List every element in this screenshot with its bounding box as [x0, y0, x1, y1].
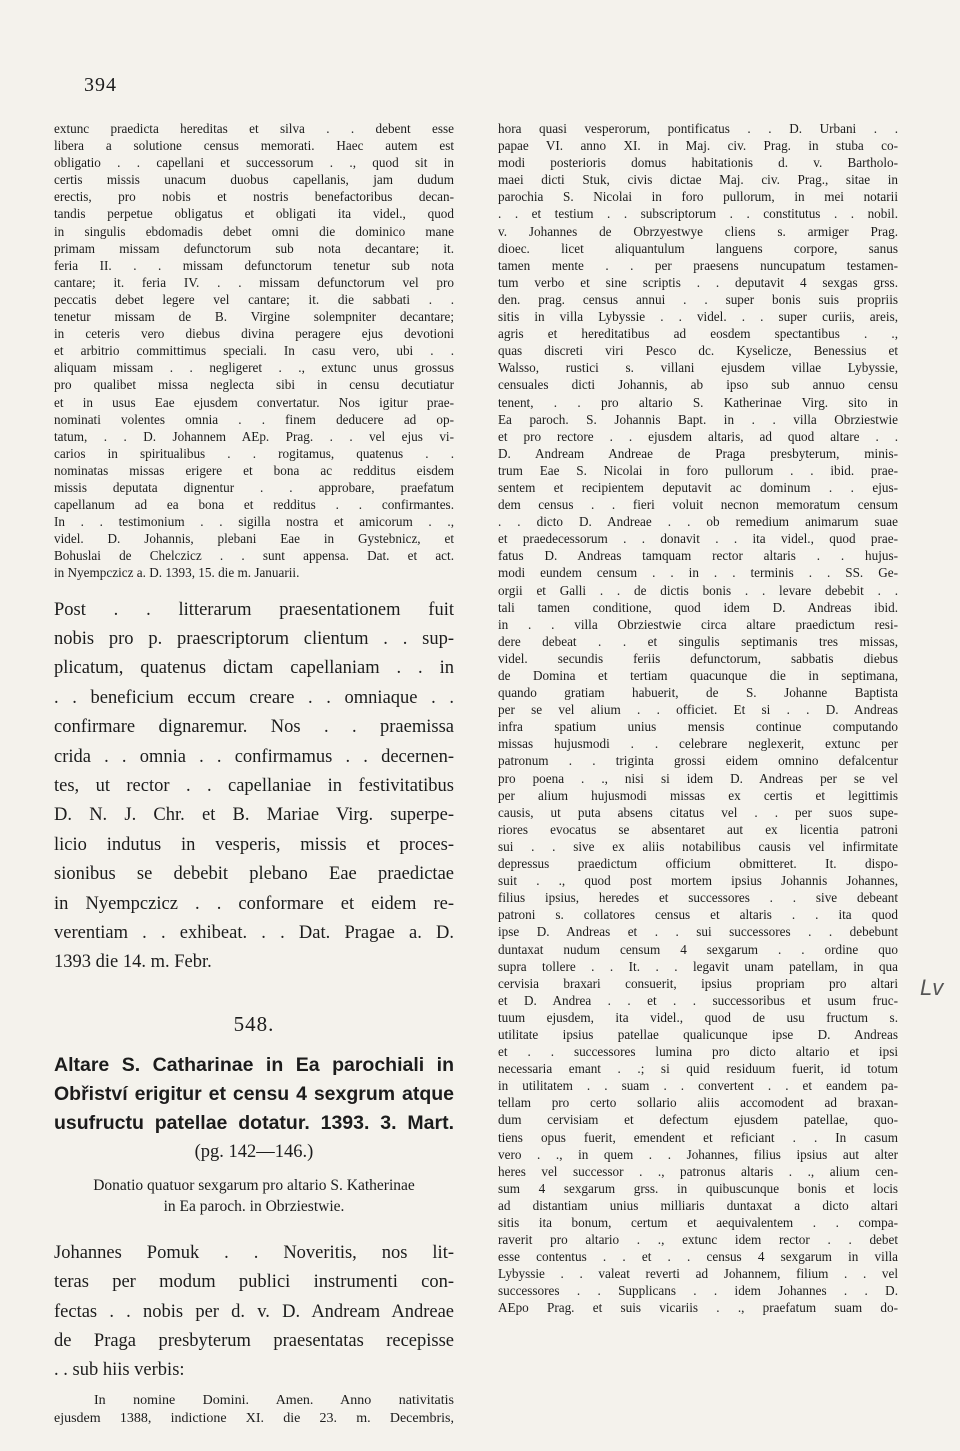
text-line: per se vel alium . . officiet. Et si . . D. Andreas [498, 702, 898, 718]
text-line: heres vel successor . ., patronus altaris . ., alium cen- [498, 1163, 898, 1179]
text-line: successores . . Supplicans . . idem Johannes . . D. [498, 1283, 898, 1299]
heading-line: Obřiství erigitur et censu 4 sexgrum atque [54, 1082, 454, 1105]
text-line: erectis, pro nobis et nostris benefactoribus decan- [54, 189, 454, 205]
text-line: AEpo Prag. et suis vicariis . ., praefatum suam do- [498, 1300, 898, 1316]
text-line: sui . . sive ex aliis notabilibus causis vel infirmitate [498, 838, 898, 854]
text-line: Lybyssie . . valeat reverti ad Johannem, filium . . vel [498, 1266, 898, 1282]
text-line: Post . . litterarum praesentationem fuit [54, 599, 454, 620]
text-line: . . beneficium eccum creare . . omniaque . . [54, 687, 454, 708]
text-line: . . dicto D. Andreae . . ob remedium animarum suae [498, 514, 898, 530]
text-line: D. N. J. Chr. et B. Mariae Virg. superpe- [54, 805, 454, 826]
heading-line: Altare S. Catharinae in Ea parochiali in [54, 1053, 454, 1076]
text-line: sum 4 sexgarum grss. in quibuscunque bonis et locis [498, 1180, 898, 1196]
document-number: 548. [233, 1011, 275, 1036]
summary-line: Donatio quatuor sexgarum pro altario S. Katherinae [93, 1176, 415, 1194]
text-line: teras per modum publici instrumenti con- [54, 1272, 454, 1293]
text-line: obligatio . . capellani et successorum . ., quod sit in [54, 155, 454, 171]
margin-note: Lv [920, 975, 944, 1000]
text-line: missis deputata dignentur . . approbare, praefatum [54, 479, 454, 495]
text-line: In nomine Domini. Amen. Anno nativitatis [94, 1392, 454, 1408]
text-line: et pro rectore . . ejusdem altaris, ad quod altare . . [498, 428, 898, 444]
text-line: missas hujusmodi . . celebrare neglexerit, extunc per [498, 736, 898, 752]
text-line: carios in spiritualibus . . rogitamus, quatenus . . [54, 445, 454, 461]
right-column-text [498, 120, 898, 1317]
text-line: et . . successores lumina pro dicto altario et ipsi [498, 1044, 898, 1060]
left-column [54, 120, 454, 1428]
page-number: 394 [84, 74, 117, 96]
text-line: infra spatium unius mensis continue computando [498, 719, 898, 735]
text-line: in Nyempczicz . . conformare et eidem re- [54, 893, 454, 914]
text-line: quas discreti viri Pesco dc. Kyselicze, Benessius et [498, 343, 898, 359]
text-line: in singulis ebdomadis debet omni die dominico mane [54, 223, 454, 239]
text-line: 1393 die 14. m. Febr. [54, 952, 212, 973]
text-line: tandis perpetue obligatus et obligati ita videl., quod [54, 206, 454, 222]
text-line: nominatas missas erigere et bona ac redditus eisdem [54, 462, 454, 478]
text-line: modi posterioris domus habitationis d. v. Bartholo- [498, 155, 898, 171]
text-line: certis missis unacum duobus capellanis, jam dudum [54, 172, 454, 188]
text-line: pro poena . ., nisi si idem D. Andreas per se vel [498, 770, 898, 786]
text-line: tenetur missam de B. Virgine solempniter decantare; [54, 309, 454, 325]
text-line: nobis pro p. praescriptorum clientum . . sup- [54, 628, 454, 649]
text-line: utilitate ipsius patellae qualicunque ipse D. Andreas [498, 1026, 898, 1042]
text-line: necessaria emant . .; si quid residuum fuerit, id totum [498, 1061, 898, 1077]
text-line: in utilitatem . . suam . . convertent . . et eandem pa- [498, 1078, 898, 1094]
text-line: tenent, . . pro altario S. Katherinae Virg. sito in [498, 394, 898, 410]
text-line: v. Johannes de Obrzyestwye cliens s. armiger Prag. [498, 223, 898, 239]
text-line: den. prag. census annui . . super bonis suis propriis [498, 291, 898, 307]
text-line: . . sub hiis verbis: [54, 1360, 185, 1381]
text-line: modi eundem censum . . in . . terminis . . SS. Ge- [498, 565, 898, 581]
text-line: primam missam defunctorum sub nota decantare; it. [54, 240, 454, 256]
text-line: agris et hereditatibus ad eosdem spectantibus . ., [498, 326, 898, 342]
text-line: de Domina et tertiam quacunque die in septimana, [498, 668, 898, 683]
text-line: per alium hujusmodi missas ex certis et legittimis [498, 787, 898, 803]
text-line: quando gratiam habuerit, de S. Johanne Baptista [498, 685, 898, 701]
text-line: et in usus Eae ejusdem convertatur. Nos igitur prae- [54, 394, 454, 410]
text-line: tum verbo et sine scriptis . . deputavit 4 sexgas grss. [498, 274, 898, 290]
text-line: causis, ut puta absens citatus vel . . per suos supe- [498, 804, 898, 820]
text-line: . . et testium . . subscriptorum . . constitutus . . nobil. [498, 206, 898, 222]
text-line: crida . . omnia . . confirmamus . . decernen- [54, 746, 454, 767]
text-line: ejusdem 1388, indictione XI. die 23. m. Decembris, [54, 1410, 454, 1426]
text-line: videl. secundis feriis defunctorum, sabbatis diebus [498, 650, 898, 666]
text-line: in . . villa Obrziestwie circa altare praedictum resi- [498, 616, 898, 632]
text-line: pro qualibet missa neglecta sibi in censu decutiatur [54, 377, 454, 393]
text-line: trum Eae S. Nicolai in foro pullorum . . ibid. prae- [498, 462, 898, 478]
text-line: confirmare dignaremur. Nos . . praemissa [54, 717, 454, 738]
text-line: peccatis debet legere vel cantare; it. die sabbati . . [54, 291, 454, 307]
text-line: sentem et recipientem deputavit ac dominum . . ejus- [498, 479, 898, 495]
document-heading [54, 1051, 454, 1138]
text-line: supra tollere . . It. . . legavit unam patellam, in qua [498, 958, 898, 974]
text-line: vero . ., in quem . . Johannes, filius ipsius aut alter [498, 1146, 898, 1162]
paragraph-3 [54, 1239, 454, 1386]
text-line: tiens opus fuerit, emendent et reficiant . . In casum [498, 1129, 898, 1145]
text-line: verentiam . . exhibeat. . . Dat. Pragae a. D. [54, 923, 454, 943]
summary-line: in Ea paroch. in Obrziestwie. [163, 1197, 345, 1215]
text-line: filius ipsius, heredes et successores . . sive debeant [498, 890, 898, 906]
paragraph-1 [54, 120, 454, 582]
text-line: in ceteris vero diebus divina peragere ejus devotioni [54, 326, 454, 342]
text-line: orgii et Galli . . de dictis bonis . . levare debebit . . [498, 582, 898, 598]
text-line: maei dicti Stuk, civis dictae Maj. civ. Prag., sitae in [498, 172, 898, 188]
document-summary [54, 1175, 454, 1217]
text-line: et D. Andrea . . et . . successoribus et usum fruc- [498, 992, 898, 1008]
text-line: extunc praedicta hereditas et silva . . debent esse [54, 121, 454, 136]
text-line: patronum . . triginta grossi eidem omnino defalcentur [498, 753, 898, 769]
text-line: tuum ejusdem, ita videl., quod de usu fructum s. [498, 1009, 898, 1025]
text-line: raverit pro altario . ., extunc idem rector . . debet [498, 1232, 898, 1248]
text-line: et arbitrio committimus speciali. In casu vero, ubi . . [54, 343, 454, 359]
text-line: ad distantiam unius milliaris duntaxat a dicto altari [498, 1197, 898, 1213]
text-line: de Praga presbyterum praesentatas recepisse [54, 1331, 454, 1352]
heading-line: usufructu patellae dotatur. 1393. 3. Mart. [54, 1111, 454, 1134]
text-line: tellam pro certo sollario aliis accomodent ad braxan- [498, 1095, 898, 1111]
text-line: aliquam missam . . negligeret . ., extunc unus grossus [54, 360, 454, 376]
text-line: cantare; it. feria IV. . . missam defunctorum vel pro [54, 274, 454, 290]
text-line: in Nyempczicz a. D. 1393, 15. die m. Januarii. [54, 565, 300, 581]
text-line: suit . ., quod post mortem ipsius Johannis Johannes, [498, 873, 898, 889]
heading-reference: (pg. 142—146.) [194, 1141, 314, 1162]
text-line: riores evocatus se absentaret aut ex licentia patroni [498, 821, 898, 837]
text-line: In . . testimonium . . sigilla nostra et amicorum . ., [54, 514, 454, 530]
text-line: sionibus se debebit plebano Eae praedictae [54, 864, 454, 885]
text-line: fatus D. Andreas tamquam rector altaris . . hujus- [498, 548, 898, 564]
text-line: papae VI. anno XI. in Maj. civ. Prag. in stuba co- [498, 138, 898, 154]
text-line: patroni s. collatores census et altaris . . ita quod [498, 907, 898, 923]
text-line: Bohuslai de Chelczicz . . sunt appensa. Dat. et act. [54, 548, 454, 564]
text-line: libera a solutione census memorati. Haec autem est [54, 138, 454, 154]
text-line: sitis ita bonum, certum et aequivalentem . . compa- [498, 1215, 898, 1230]
text-line: fectas . . nobis per d. v. D. Andream Andreae [54, 1301, 454, 1322]
text-line: capellanum ad ea bona et redditus . . confirmantes. [54, 497, 454, 513]
text-line: Johannes Pomuk . . Noveritis, nos lit- [54, 1242, 454, 1263]
text-line: hora quasi vesperorum, pontificatus . . D. Urbani . . [498, 121, 898, 136]
text-line: feria II. . . missam defunctorum tenetur sub nota [54, 257, 454, 273]
text-line: videl. D. Johannis, plebani Eae in Gystebnicz, et [54, 531, 454, 547]
text-line: duntaxat nudum censum 4 sexgarum . . ordine quo [498, 941, 898, 957]
text-line: plicatum, quatenus dictam capellaniam . . in [54, 658, 454, 679]
text-line: sitis in villa Lybyssie . . videl. . . super curiis, areis, [498, 309, 898, 325]
paragraph-4 [54, 1392, 454, 1428]
text-line: tes, ut rector . . capellaniae in festivitatibus [54, 775, 454, 796]
text-line: dum cervisiam et defectum ejusdem patellae, quo- [498, 1112, 898, 1128]
text-line: Ea paroch. S. Johannis Bapt. in . . villa Obrziestwie [498, 411, 898, 427]
text-line: depressus praedictum officium obmitteret. It. dispo- [498, 856, 898, 872]
text-line: parochia S. Nicolai in foro pullorum, in mei notarii [498, 189, 898, 205]
text-line: cervisia braxari consuerit, ipsius propriam pro altari [498, 975, 898, 991]
text-line: nominati volentes omnia . . finem deducere ad op- [54, 411, 454, 427]
text-line: ipse D. Andreas et . . sui successores . . debebunt [498, 924, 898, 940]
text-line: censuales dicti Johannis, ab ipso sub annuo censu [498, 377, 898, 393]
text-line: D. Andream Andreae de Praga presbyterum, minis- [498, 445, 898, 461]
text-line: tatum, . . D. Johannem AEp. Prag. . . vel ejus vi- [54, 428, 454, 444]
text-line: licio indutus in vesperis, missis et proces- [54, 834, 454, 855]
text-line: dem census . . fieri voluit necnon memoratum censum [498, 497, 898, 513]
text-line: et praedecessorum . . donavit . . ita videl., quod prae- [498, 531, 898, 547]
paragraph-2 [54, 596, 454, 978]
text-line: dioec. licet aliquantulum languens corpore, sanus [498, 240, 898, 256]
text-line: tamen mente . . per praesens nuncupatum testamen- [498, 257, 898, 273]
text-line: Walsso, rustici s. villani ejusdem villae Lybyssie, [498, 360, 898, 376]
text-line: dere debeat . . et singulis septimanis tres missas, [498, 633, 898, 649]
right-column [498, 120, 898, 1317]
text-line: esse contentus . . et . . census 4 sexgarum in villa [498, 1249, 898, 1265]
text-line: tali tamen conditione, quod idem D. Andreas ibid. [498, 599, 898, 615]
